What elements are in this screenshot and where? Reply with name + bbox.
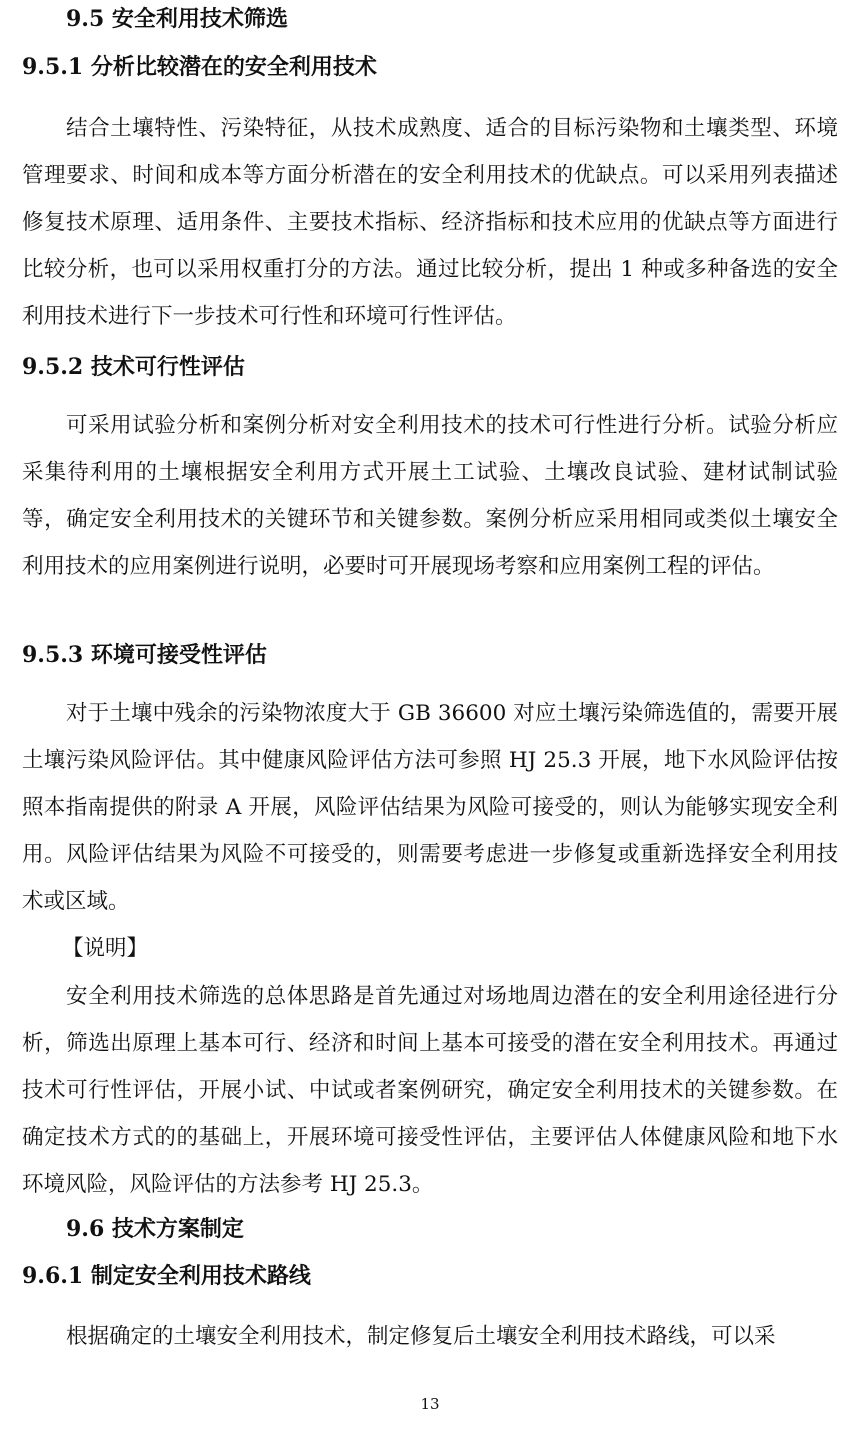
note-paragraph: 安全利用技术筛选的总体思路是首先通过对场地周边潜在的安全利用途径进行分析，筛选出原理上基本可行、经济和时间上基本可接受的潜在安全利用技术。再通过技术可行性评估，开展小试、中试或者案例研究，确定安全利用技术的关键参数。在确定技术方式的的基础上，开展环境可接受性评估，主要评估人体健康风险和地下水环境风险，风险评估的方法参考 HJ 25.3。 — [22, 984, 838, 1197]
heading-9-5-1: 9.5.1 分析比较潜在的安全利用技术 — [22, 54, 377, 80]
paragraph-9-5-3: 对于土壤中残余的污染物浓度大于 GB 36600 对应土壤污染筛选值的，需要开展土壤污染风险评估。其中健康风险评估方法可参照 HJ 25.3 开展，地下水风险评估按照本指南提供的附录 A 开展，风险评估结果为风险可接受的，则认为能够实现安全利用。风险评估结果为风险不可接受的，则需要考虑进一步修复或重新选择安全利用技术或区域。 — [22, 701, 838, 914]
paragraph-9-6-1: 根据确定的土壤安全利用技术，制定修复后土壤安全利用技术路线，可以采 — [66, 1324, 776, 1349]
heading-9-5-2: 9.5.2 技术可行性评估 — [22, 354, 245, 380]
note-label: 【说明】 — [62, 936, 149, 961]
paragraph-9-5-2: 可采用试验分析和案例分析对安全利用技术的技术可行性进行分析。试验分析应采集待利用的土壤根据安全利用方式开展土工试验、土壤改良试验、建材试制试验等，确定安全利用技术的关键环节和关键参数。案例分析应采用相同或类似土壤安全利用技术的应用案例进行说明，必要时可开展现场考察和应用案例工程的评估。 — [22, 413, 838, 579]
heading-9-6-1: 9.6.1 制定安全利用技术路线 — [22, 1263, 311, 1289]
page-number: 13 — [420, 1395, 440, 1413]
heading-9-5: 9.5 安全利用技术筛选 — [66, 6, 288, 32]
paragraph-9-5-1: 结合土壤特性、污染特征，从技术成熟度、适合的目标污染物和土壤类型、环境管理要求、时间和成本等方面分析潜在的安全利用技术的优缺点。可以采用列表描述修复技术原理、适用条件、主要技术指标、经济指标和技术应用的优缺点等方面进行比较分析，也可以采用权重打分的方法。通过比较分析，提出 1 种或多种备选的安全利用技术进行下一步技术可行性和环境可行性评估。 — [22, 116, 838, 329]
heading-9-6: 9.6 技术方案制定 — [66, 1216, 244, 1242]
heading-9-5-3: 9.5.3 环境可接受性评估 — [22, 642, 267, 668]
